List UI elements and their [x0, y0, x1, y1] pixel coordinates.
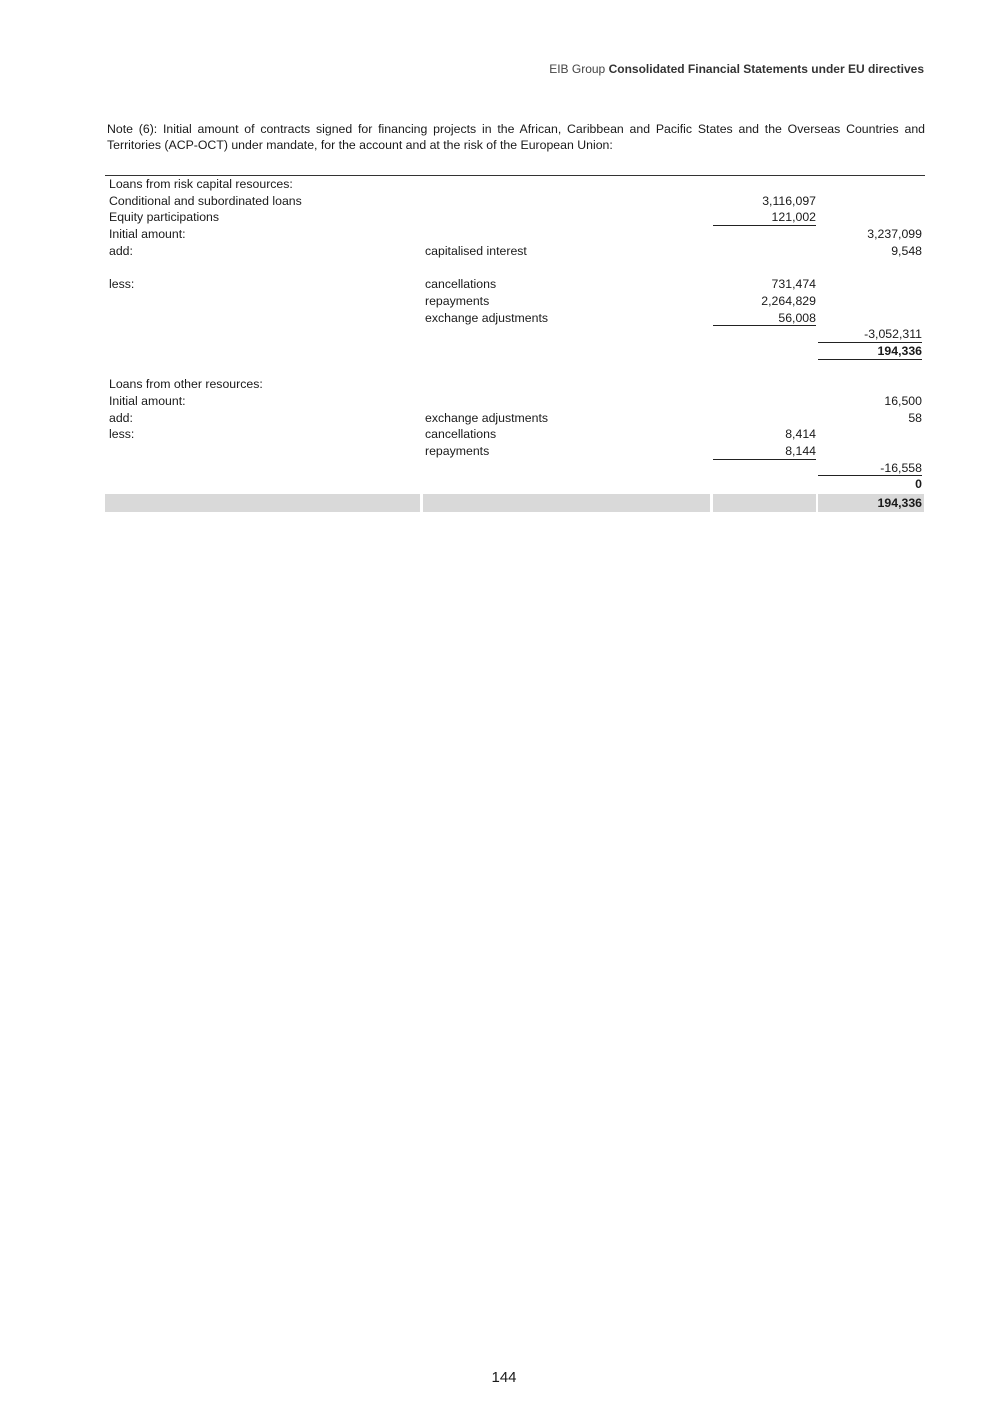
table-row	[105, 376, 925, 393]
header-title: Consolidated Financial Statements under EU directives	[608, 62, 924, 76]
table-row	[105, 193, 925, 210]
equity-value: 121,002	[713, 209, 816, 226]
table-row	[105, 410, 925, 427]
table-row	[105, 326, 925, 343]
table-row	[105, 343, 925, 360]
table-row	[105, 476, 925, 493]
risk-subtotal: 194,336	[818, 343, 922, 360]
other-add-label: add:	[109, 410, 133, 425]
other-repayments-label: repayments	[425, 444, 490, 458]
total-cell-blank	[713, 494, 816, 512]
risk-exchange-label: exchange adjustments	[425, 310, 549, 325]
table-row	[105, 426, 925, 443]
risk-add-label: add:	[109, 243, 133, 258]
other-less-label: less:	[109, 427, 135, 442]
table-row	[105, 209, 925, 226]
other-initial-value: 16,500	[884, 393, 922, 408]
note-text: Note (6): Initial amount of contracts signed for financing projects in the African, Caribbean and Pacific States and the Overseas Countries and Territories (ACP-OCT) under mandate, for the account and at the risk of the European Union:	[107, 122, 925, 152]
grand-total-cell	[818, 494, 924, 512]
risk-initial-label: Initial amount:	[109, 227, 186, 242]
table-row	[105, 226, 925, 243]
other-exchange-value: 58	[908, 410, 922, 425]
page-number: 144	[491, 1369, 517, 1386]
other-cancellations-label: cancellations	[425, 427, 497, 442]
risk-cancellations-label: cancellations	[425, 277, 497, 292]
table-row	[105, 243, 925, 260]
table-row	[105, 176, 925, 193]
grand-total-value: 194,336	[877, 496, 922, 511]
header-prefix: EIB Group	[549, 62, 606, 76]
other-less-total: -16,558	[818, 460, 922, 477]
total-cell-blank	[423, 494, 710, 512]
grand-total-row	[105, 494, 925, 512]
other-exchange-label: exchange adjustments	[425, 410, 549, 425]
equity-label: Equity participations	[109, 210, 220, 225]
table-row	[105, 393, 925, 410]
risk-less-label: less:	[109, 277, 135, 292]
risk-cancellations-value: 731,474	[771, 277, 816, 292]
risk-exchange-value: 56,008	[713, 310, 816, 327]
total-cell-blank	[105, 494, 420, 512]
cond-loans-value: 3,116,097	[762, 193, 816, 208]
other-cancellations-value: 8,414	[785, 427, 816, 442]
other-repayments-value: 8,144	[713, 443, 816, 460]
other-heading: Loans from other resources:	[109, 377, 263, 392]
cond-loans-label: Conditional and subordinated loans	[109, 193, 302, 208]
spacer-row	[105, 360, 925, 377]
table-row	[105, 293, 925, 310]
risk-repayments-label: repayments	[425, 293, 490, 308]
spacer-row	[105, 259, 925, 276]
risk-repayments-value: 2,264,829	[761, 293, 816, 308]
other-subtotal: 0	[915, 477, 922, 492]
risk-less-total: -3,052,311	[818, 326, 922, 343]
financial-table	[105, 175, 925, 512]
page-header	[549, 62, 924, 76]
table-row	[105, 310, 925, 327]
table-row	[105, 276, 925, 293]
other-initial-label: Initial amount:	[109, 393, 186, 408]
cap-interest-label: capitalised interest	[425, 243, 527, 258]
table-row	[105, 443, 925, 460]
table-row	[105, 460, 925, 477]
risk-heading: Loans from risk capital resources:	[109, 177, 293, 191]
cap-interest-value: 9,548	[891, 243, 922, 258]
risk-initial-value: 3,237,099	[867, 227, 922, 242]
